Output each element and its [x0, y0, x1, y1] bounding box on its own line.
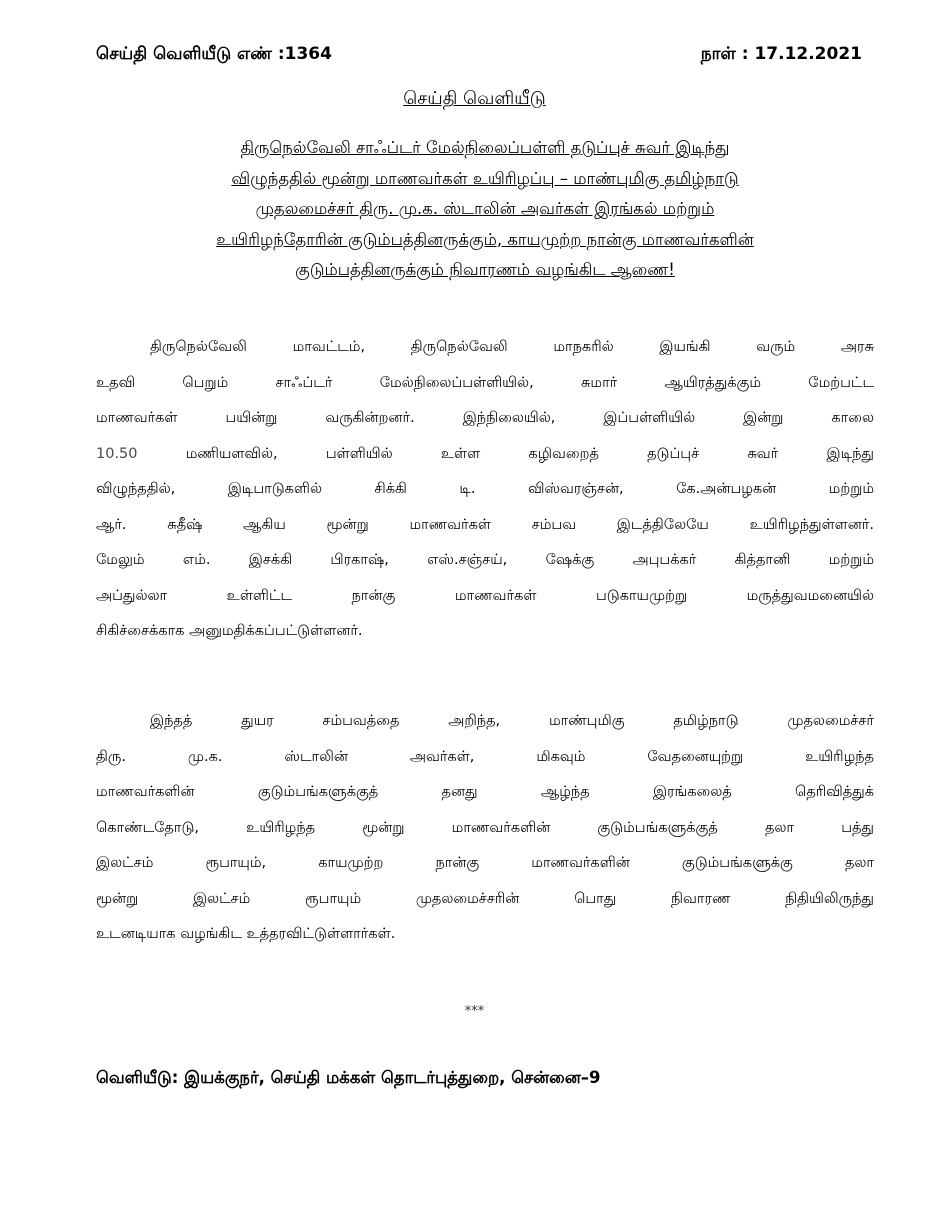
paragraph-line: திருநெல்வேலி மாவட்டம், திருநெல்வேலி மாநகரில் இயங்கி வரும் அரசு	[150, 339, 874, 355]
release-title	[96, 133, 874, 286]
page-heading: செய்தி வெளியீடு	[403, 88, 546, 109]
title-line: குடும்பத்தினருக்கும் நிவாரணம் வழங்கிட ஆணை!	[295, 260, 675, 279]
paragraph-line: விழுந்ததில், இடிபாடுகளில் சிக்கி டி. விஸ்வரஞ்சன், கே.அன்பழகன் மற்றும்	[96, 481, 874, 497]
incident-time: 10.50	[96, 445, 138, 462]
section-separator: ***	[464, 1004, 485, 1019]
title-line: உயிரிழந்தோரின் குடும்பத்தினருக்கும், காயமுற்ற நான்கு மாணவர்களின்	[216, 229, 754, 249]
paragraph-incident	[96, 330, 874, 650]
paragraph-line: இலட்சம் ரூபாயும், காயமுற்ற நான்கு மாணவர்களின் குடும்பங்களுக்கு தலா	[96, 855, 874, 871]
paragraph-line	[96, 437, 874, 473]
release-date: நாள் : 17.12.2021	[700, 44, 862, 64]
paragraph-line: கொண்டதோடு, உயிரிழந்த மூன்று மாணவர்களின் குடும்பங்களுக்குத் தலா பத்து	[96, 819, 874, 836]
paragraph-line: மாணவர்களின் குடும்பங்களுக்குத் தனது ஆழ்ந்த இரங்கலைத் தெரிவித்துக்	[96, 784, 874, 800]
paragraph-line: அப்துல்லா உள்ளிட்ட நான்கு மாணவர்கள் படுகாயமுற்று மருத்துவமனையில்	[96, 587, 874, 604]
paragraph-line: திரு. மு.க. ஸ்டாலின் அவர்கள், மிகவும் வேதனையுற்று உயிரிழந்த	[96, 748, 874, 765]
paragraph-line: இந்தத் துயர சம்பவத்தை அறிந்த, மாண்புமிகு தமிழ்நாடு முதலமைச்சர்	[150, 713, 874, 729]
paragraph-line: உதவி பெறும் சாஃப்டர் மேல்நிலைப்பள்ளியில், சுமார் ஆயிரத்துக்கும் மேற்பட்ட	[96, 374, 874, 391]
title-line: முதலமைச்சர் திரு. மு.க. ஸ்டாலின் அவர்கள் இரங்கல் மற்றும்	[255, 199, 715, 218]
paragraph-line-rest: மணியளவில், பள்ளியில் உள்ள கழிவறைத் தடுப்புச் சுவர் இடிந்து	[137, 445, 874, 462]
release-footer: வெளியீடு: இயக்குநர், செய்தி மக்கள் தொடர்புத்துறை, சென்னை–9	[96, 1068, 601, 1087]
paragraph-line: உடனடியாக வழங்கிட உத்தரவிட்டுள்ளார்கள்.	[96, 926, 396, 942]
paragraph-line: ஆர். சுதீஷ் ஆகிய மூன்று மாணவர்கள் சம்பவ இடத்திலேயே உயிரிழந்துள்ளனர்.	[96, 516, 874, 533]
paragraph-line: மேலும் எம். இசக்கி பிரகாஷ், எஸ்.சஞ்சய், ஷேக்கு அபுபக்கர் கித்தானி மற்றும்	[96, 552, 874, 568]
press-release-number: செய்தி வெளியீடு எண் :1364	[96, 44, 332, 64]
header-row	[96, 44, 862, 72]
title-line: திருநெல்வேலி சாஃப்டர் மேல்நிலைப்பள்ளி தடுப்புச் சுவர் இடிந்து	[240, 138, 730, 157]
paragraph-line: மாணவர்கள் பயின்று வருகின்றனர். இந்நிலையில், இப்பள்ளியில் இன்று காலை	[96, 410, 874, 426]
title-line: விழுந்ததில் மூன்று மாணவர்கள் உயிரிழப்பு – மாண்புமிகு தமிழ்நாடு	[231, 168, 739, 188]
paragraph-line: சிகிச்சைக்காக அனுமதிக்கப்பட்டுள்ளனர்.	[96, 623, 363, 639]
paragraph-relief	[96, 704, 874, 953]
paragraph-line: மூன்று இலட்சம் ரூபாயும் முதலமைச்சரின் பொது நிவாரண நிதியிலிருந்து	[96, 890, 874, 907]
